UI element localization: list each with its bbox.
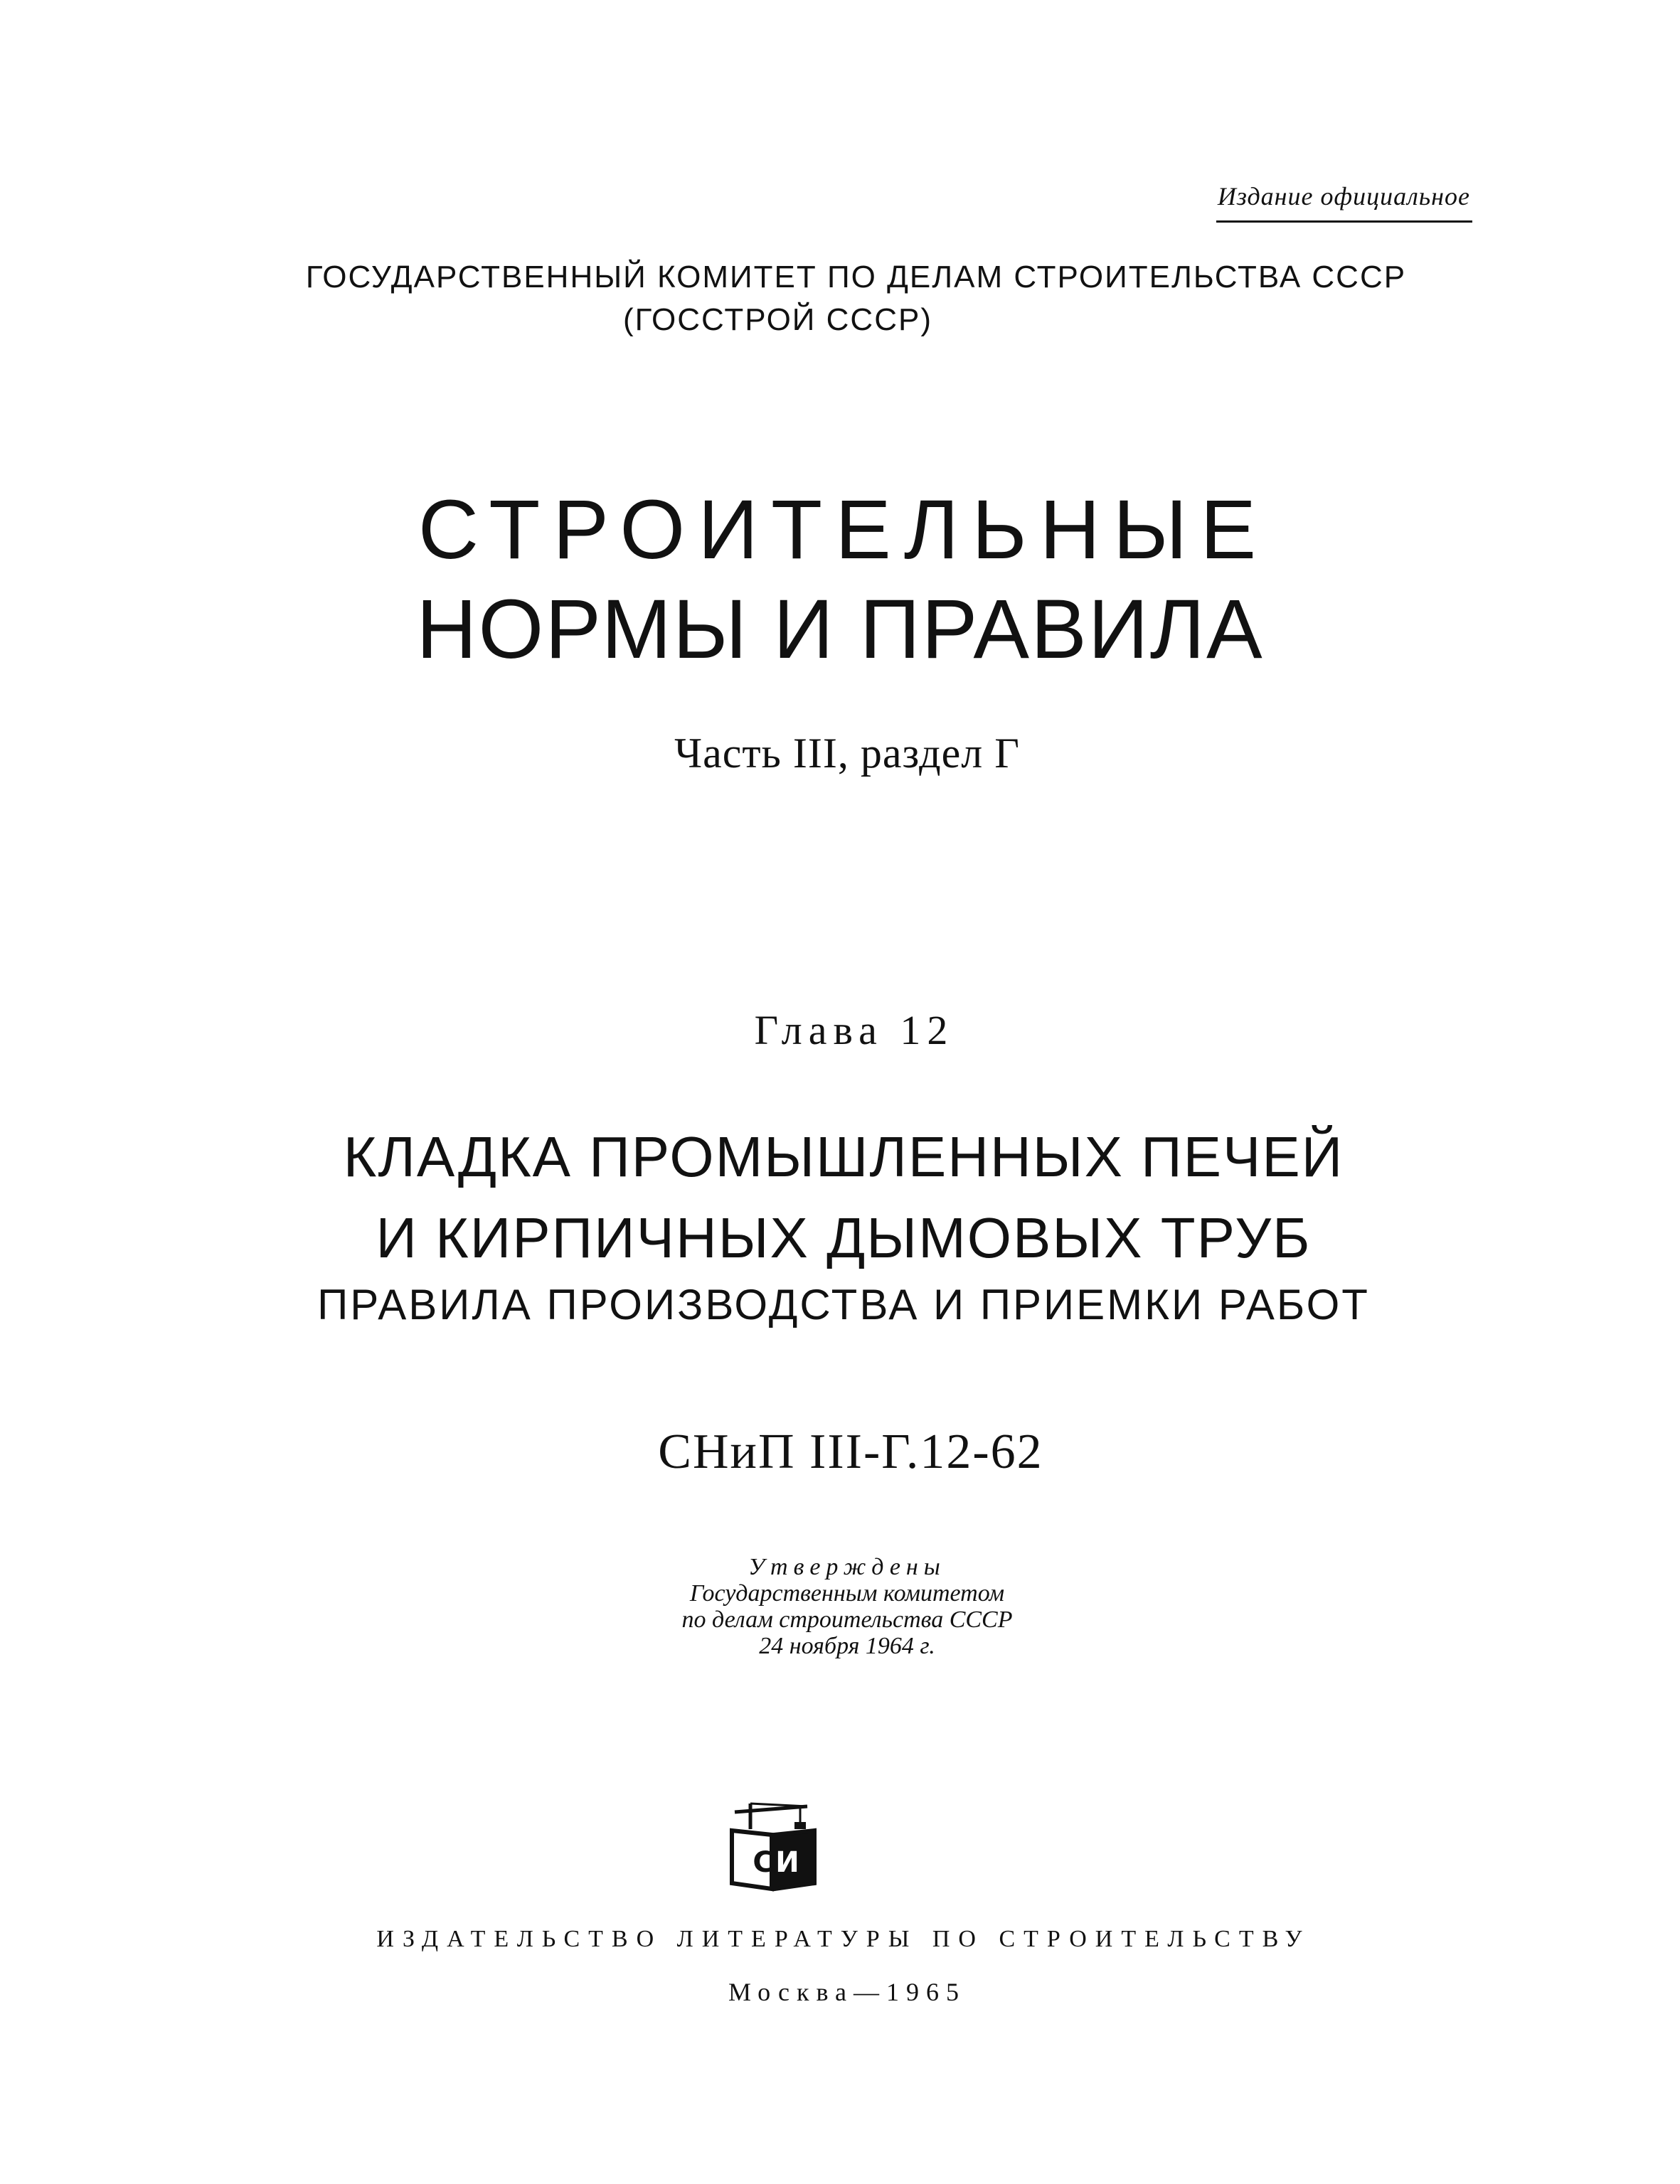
- heading-line-1: КЛАДКА ПРОМЫШЛЕННЫХ ПЕЧЕЙ: [343, 1125, 1344, 1188]
- committee-line-2: (ГОССТРОЙ СССР): [623, 302, 932, 337]
- chapter-label: Глава 12: [754, 1007, 955, 1053]
- title-line-1: СТРОИТЕЛЬНЫЕ: [418, 483, 1270, 577]
- city-year: Москва—1965: [728, 1978, 966, 2006]
- publisher-logo-icon: [729, 1799, 818, 1892]
- approval-line-2: по делам строительства СССР: [681, 1607, 1013, 1633]
- edition-underline: [1216, 220, 1472, 223]
- publisher-name: ИЗДАТЕЛЬСТВО ЛИТЕРАТУРЫ ПО СТРОИТЕЛЬСТВУ: [376, 1926, 1311, 1952]
- heading-line-2: И КИРПИЧНЫХ ДЫМОВЫХ ТРУБ: [376, 1206, 1312, 1269]
- logo-letters: С: [753, 1846, 774, 1879]
- logo-crane-load: [794, 1822, 806, 1829]
- document-code: СНиП III-Г.12-62: [658, 1424, 1043, 1479]
- logo-crane-cable: [750, 1804, 807, 1806]
- approval-line-1: Государственным комитетом: [689, 1580, 1005, 1607]
- logo-crane-jib: [735, 1806, 807, 1812]
- document-title: [0, 480, 1680, 679]
- chapter-heading: [0, 1117, 1680, 1279]
- approval-block: [0, 1554, 1680, 1659]
- part-section: Часть III, раздел Г: [674, 730, 1020, 777]
- issuing-committee: [0, 256, 1680, 341]
- chapter-subheading: ПРАВИЛА ПРОИЗВОДСТВА И ПРИЕМКИ РАБОТ: [317, 1281, 1370, 1328]
- edition-note: Издание официальное: [1217, 182, 1470, 211]
- approval-date: 24 ноября 1964 г.: [759, 1633, 935, 1659]
- approval-label: Утверждены: [748, 1554, 946, 1580]
- committee-line-1: ГОСУДАРСТВЕННЫЙ КОМИТЕТ ПО ДЕЛАМ СТРОИТЕЛЬСТВА СССР: [305, 260, 1407, 294]
- logo-letters-2: И: [775, 1846, 799, 1879]
- title-line-2: НОРМЫ И ПРАВИЛА: [416, 582, 1264, 676]
